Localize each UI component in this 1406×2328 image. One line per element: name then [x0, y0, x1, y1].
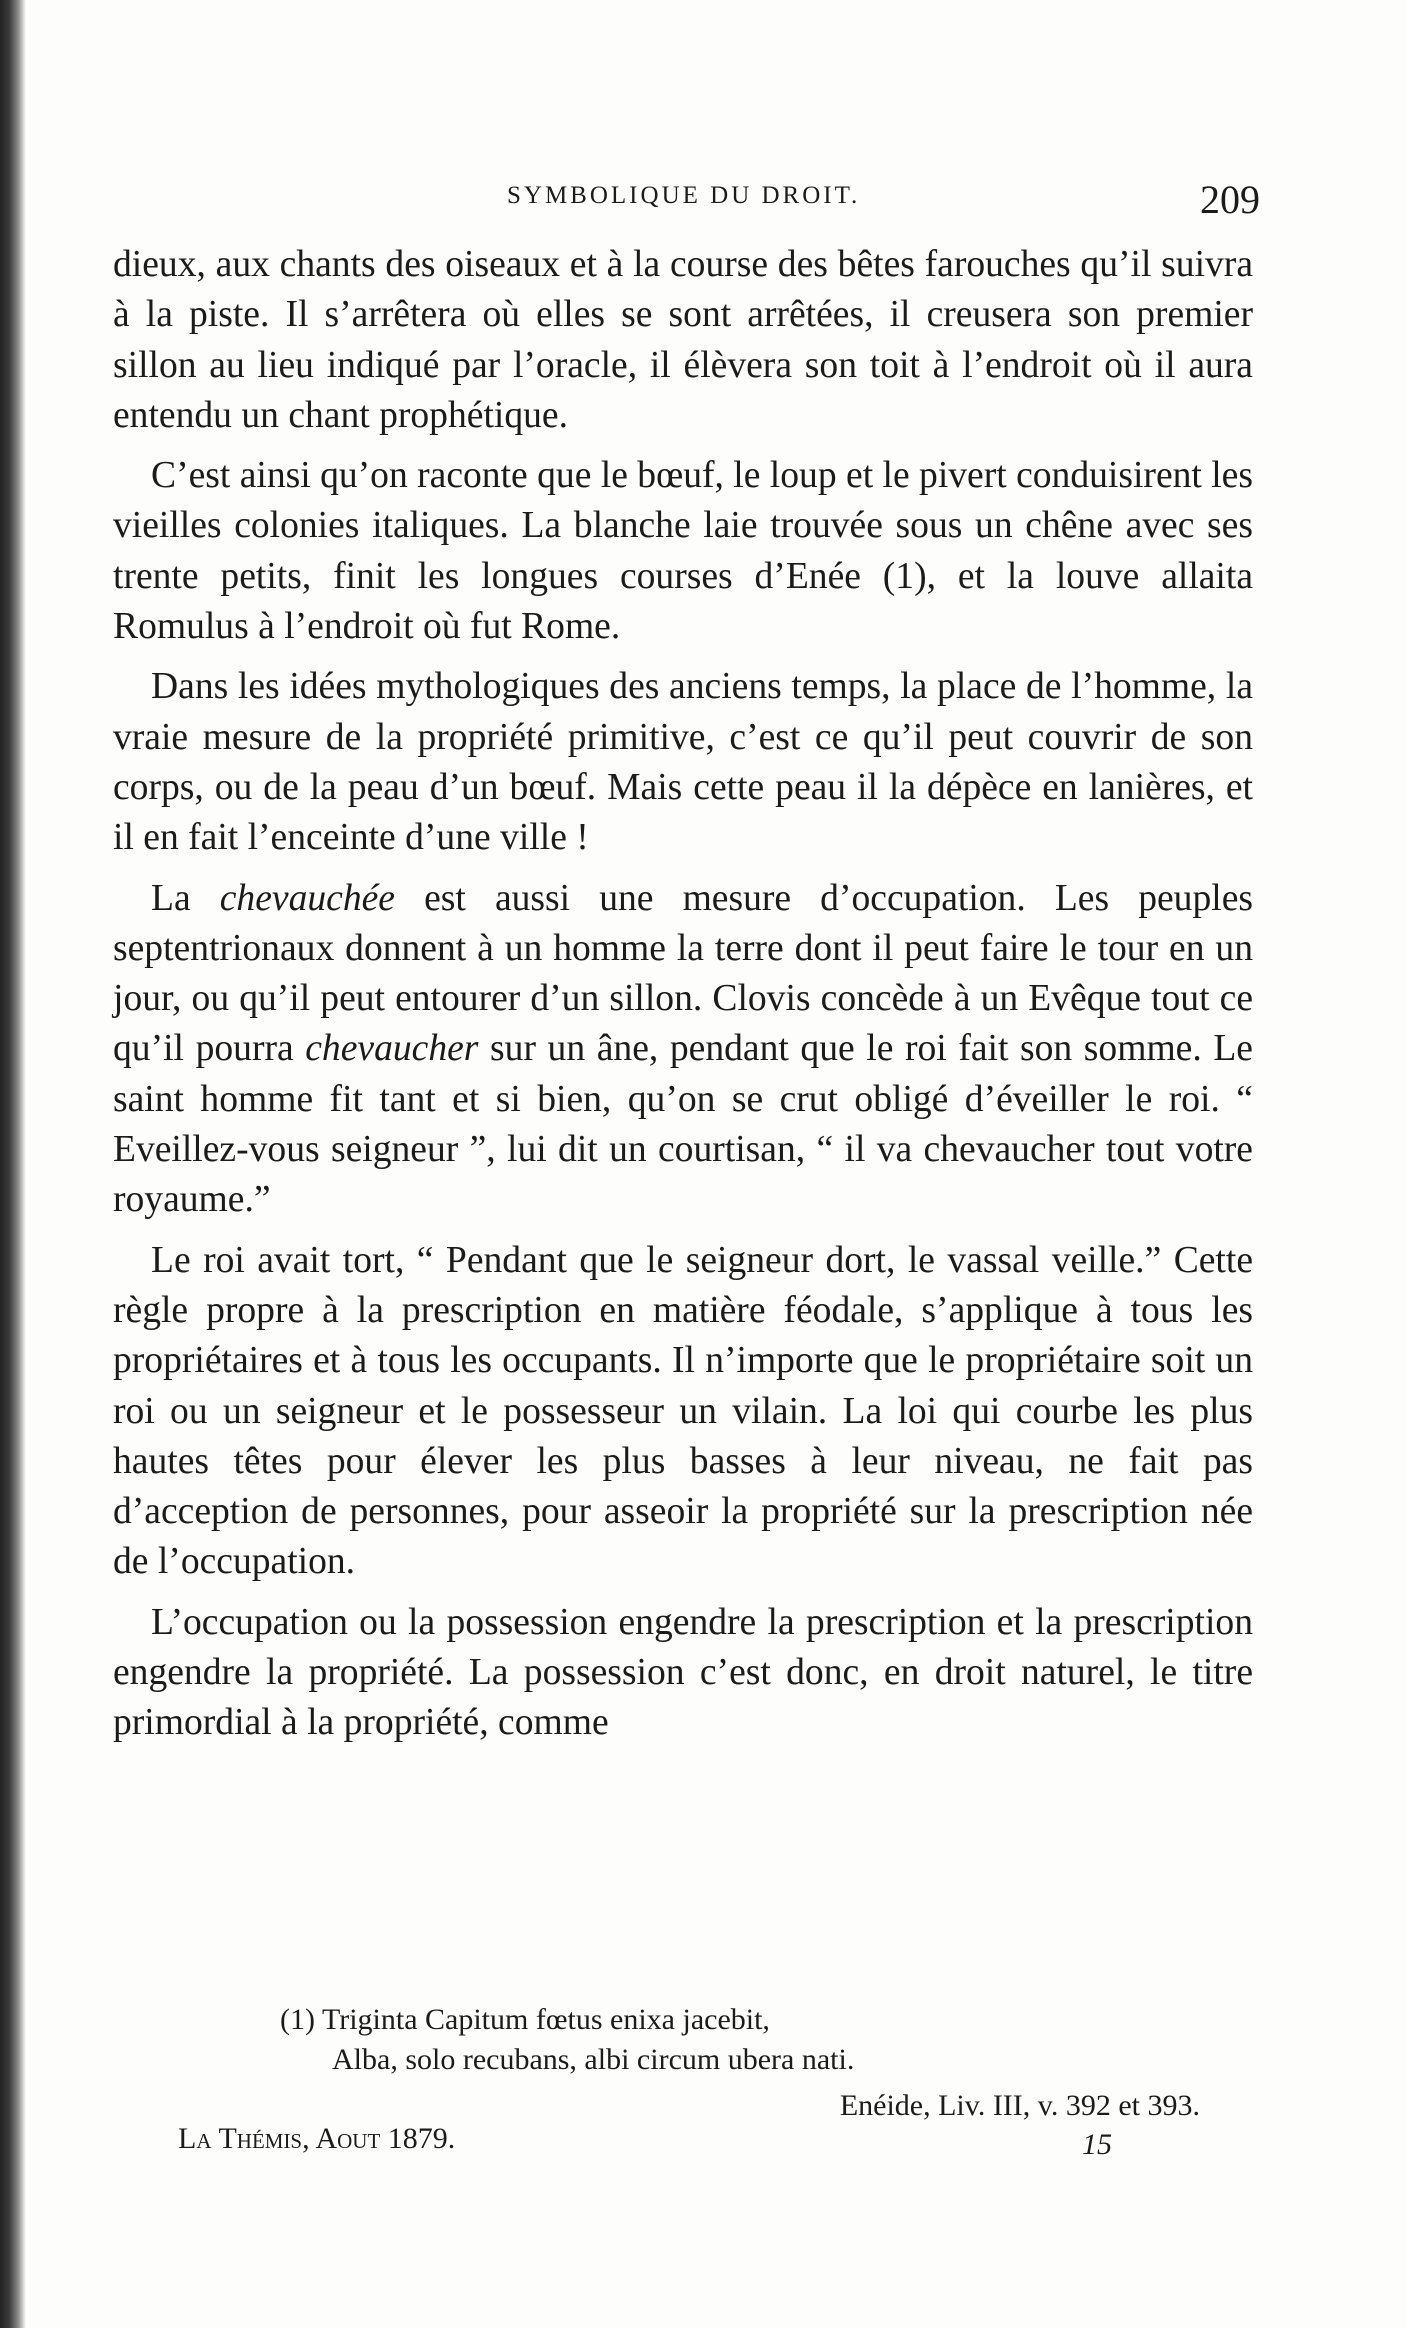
paragraph	[113, 874, 1253, 1226]
italic-term: chevaucher	[305, 1028, 479, 1070]
text-segment: Le roi avait tort, “ Pendant que le seigneur dort, le vassal veille.” Cette règle propre à la prescription en matière féodale, s’applique à tous les propriétaires et à tous les occupants. Il n’importe que le propriétaire soit un roi ou un seigneur et le possesseur un vilain. La loi qui courbe les plus hautes têtes pour élever les plus basses à leur niveau, ne fait pas d’acception de personnes, pour asseoir la propriété sur la prescription née de l’occupation.	[113, 1239, 1253, 1583]
footnote-line-1: (1) Triginta Capitum fœtus enixa jacebit,	[280, 2003, 770, 2036]
signature-number: 15	[1082, 2128, 1112, 2161]
paragraph	[113, 451, 1253, 652]
paragraph	[113, 240, 1253, 441]
paragraph	[113, 662, 1253, 863]
running-title: SYMBOLIQUE DU DROIT.	[507, 182, 861, 209]
text-segment: La	[151, 877, 220, 919]
binding-edge	[0, 0, 26, 2328]
text-segment: Dans les idées mythologiques des anciens temps, la place de l’homme, la vraie mesure de la propriété primitive, c’est ce qu’il peut couvrir de son corps, ou de la peau d’un bœuf. Mais cette peau il la dépèce en lanières, et il en fait l’enceinte d’une ville !	[113, 666, 1253, 859]
italic-term: chevauchée	[219, 877, 395, 919]
text-segment: est aussi une mesure d’occupation. Les peuples septentrionaux donnent à un homme la terre dont il peut faire le tour en un jour, ou qu’il peut entourer d’un sillon. Clovis concède à un Evêque tout ce qu’il pourra	[113, 877, 1254, 1070]
text-segment: L’occupation ou la possession engendre la prescription et la prescription engendre la propriété. La possession c’est donc, en droit naturel, le titre primordial à la propriété, comme	[113, 1601, 1253, 1744]
text-segment: dieux, aux chants des oiseaux et à la course des bêtes farouches qu’il suivra à la piste. Il s’arrêtera où elles se sont arrêtées, il creusera son premier sillon au lieu indiqué par l’oracle, il élèvera son toit à l’endroit où il aura entendu un chant prophétique.	[113, 244, 1253, 436]
paragraph	[113, 1236, 1253, 1588]
body-text	[113, 240, 1253, 1759]
running-head	[115, 176, 1260, 226]
footnote-line-2: Alba, solo recubans, albi circum ubera nati.	[332, 2043, 855, 2076]
page-number: 209	[1200, 177, 1260, 222]
text-segment: sur un âne, pendant que le roi fait son somme. Le saint homme fit tant et si bien, qu’on se crut obligé d’éveiller le roi. “ Eveillez-vous seigneur ”, lui dit un courtisan, “ il va chevaucher tout votre royaume.”	[113, 1028, 1253, 1221]
footnote-citation: Enéide, Liv. III, v. 392 et 393.	[839, 2089, 1200, 2122]
signature-source: La Thémis, Aout 1879.	[178, 2122, 456, 2155]
text-segment: C’est ainsi qu’on raconte que le bœuf, le loup et le pivert conduisirent les vieilles colonies italiques. La blanche laie trouvée sous un chêne avec ses trente petits, finit les longues courses d’Enée (1), et la louve allaita Romulus à l’endroit où fut Rome.	[113, 455, 1253, 648]
footnote	[280, 2000, 1200, 2126]
paragraph	[113, 1598, 1253, 1749]
